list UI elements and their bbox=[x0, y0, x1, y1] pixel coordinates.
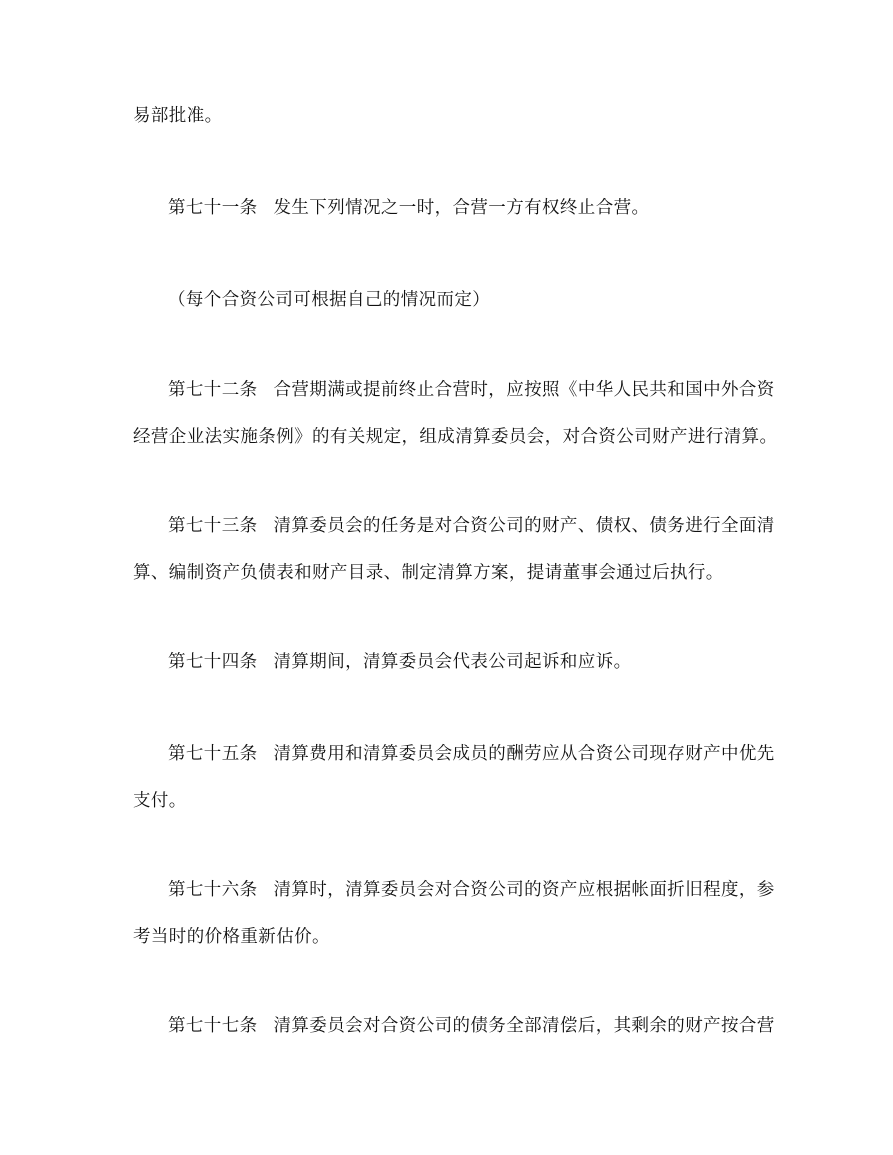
article-75-continuation: 支付。 bbox=[133, 791, 187, 811]
article-73-line bbox=[168, 514, 775, 538]
article-number: 第七十二条 bbox=[168, 380, 258, 400]
article-number: 第七十四条 bbox=[168, 652, 258, 672]
article-72-continuation: 经营企业法实施条例》的有关规定，组成清算委员会，对合资公司财产进行清算。 bbox=[133, 427, 778, 447]
article-72-line bbox=[168, 378, 775, 402]
article-text: 清算费用和清算委员会成员的酬劳应从合资公司现存财产中优先 bbox=[273, 744, 775, 764]
article-text: 清算时，清算委员会对合资公司的资产应根据帐面折旧程度，参 bbox=[273, 880, 775, 900]
article-76-line bbox=[168, 878, 775, 902]
article-text: 合营期满或提前终止合营时，应按照《中华人民共和国中外合资 bbox=[273, 380, 775, 400]
article-75-line bbox=[168, 742, 775, 766]
article-77-line bbox=[168, 1014, 775, 1038]
article-text: 清算委员会对合资公司的债务全部清偿后，其剩余的财产按合营 bbox=[273, 1016, 775, 1036]
article-number: 第七十七条 bbox=[168, 1016, 258, 1036]
article-number: 第七十三条 bbox=[168, 516, 258, 536]
article-number: 第七十一条 bbox=[168, 198, 258, 218]
article-text: 清算期间，清算委员会代表公司起诉和应诉。 bbox=[273, 652, 632, 672]
article-text: 发生下列情况之一时，合营一方有权终止合营。 bbox=[273, 198, 650, 218]
article-number: 第七十六条 bbox=[168, 880, 258, 900]
article-74-line bbox=[168, 650, 632, 674]
note-line: （每个合资公司可根据自己的情况而定） bbox=[168, 290, 491, 310]
article-71-line bbox=[168, 196, 649, 220]
article-73-continuation: 算、编制资产负债表和财产目录、制定清算方案，提请董事会通过后执行。 bbox=[133, 563, 724, 583]
paragraph-line: 易部批准。 bbox=[133, 106, 223, 126]
article-76-continuation: 考当时的价格重新估价。 bbox=[133, 927, 330, 947]
article-number: 第七十五条 bbox=[168, 744, 258, 764]
article-text: 清算委员会的任务是对合资公司的财产、债权、债务进行全面清 bbox=[273, 516, 775, 536]
